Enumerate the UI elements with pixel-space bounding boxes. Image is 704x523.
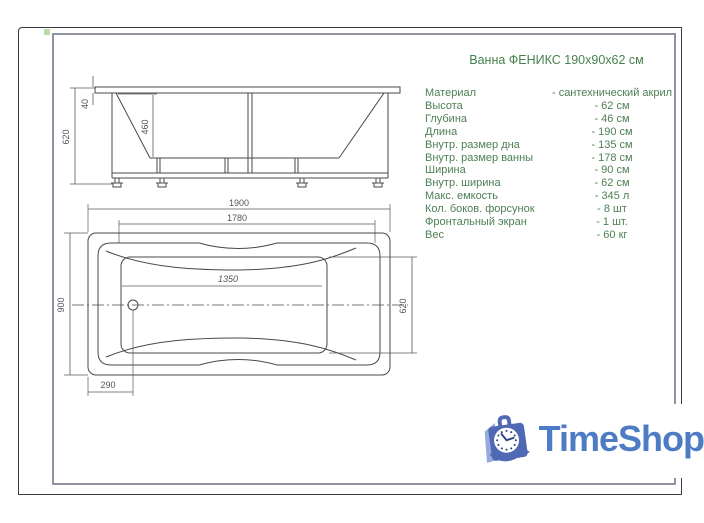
- spec-value: - 62 см: [594, 177, 630, 190]
- spec-label: Глубина: [425, 112, 468, 125]
- spec-row-material: [425, 87, 688, 100]
- spec-row-depth: [425, 113, 688, 126]
- spec-value: - 135 см: [591, 138, 633, 151]
- plan-bottom-contour: [106, 338, 356, 360]
- spec-value: - 1 шт.: [596, 216, 628, 229]
- spec-row-weight: [425, 229, 688, 242]
- product-title: Ванна ФЕНИКС 190х90х62 см: [469, 53, 644, 67]
- spec-label: Ширина: [425, 164, 466, 177]
- dim-plan-width: 900: [56, 297, 66, 313]
- spec-row-height: [425, 100, 688, 113]
- spec-label: Макс. емкость: [425, 190, 498, 203]
- spec-label: Длина: [425, 125, 458, 138]
- product-specs: [425, 53, 688, 242]
- spec-row-inner-width: [425, 177, 688, 190]
- spec-label: Внутр. размер ванны: [425, 151, 534, 164]
- spec-row-length: [425, 126, 688, 139]
- dim-side-depth: 460: [140, 119, 150, 135]
- spec-value: - 178 см: [591, 151, 633, 164]
- spec-value: - 60 кг: [596, 228, 628, 241]
- side-view: [61, 76, 400, 187]
- spec-row-jets: [425, 203, 688, 216]
- spec-value: - сантехнический акрил: [551, 87, 673, 99]
- spec-row-front-panel: [425, 216, 688, 229]
- spec-value: - 345 л: [594, 190, 630, 203]
- spec-label: Фронтальный экран: [425, 216, 527, 229]
- logo-text: TimeShop: [538, 418, 704, 459]
- dim-plan-inner-length: 1780: [226, 213, 248, 223]
- spec-row-capacity: [425, 190, 688, 203]
- dim-side-rim: 40: [80, 98, 90, 110]
- clock-shopping-bag-icon: [480, 405, 535, 477]
- timeshop-logo[interactable]: [480, 404, 704, 478]
- dim-plan-bottom-length: 1350: [217, 274, 239, 284]
- spec-label: Вес: [425, 228, 444, 241]
- spec-row-inner-size: [425, 152, 688, 165]
- dim-plan-length: 1900: [228, 198, 250, 208]
- spec-row-bottom-size: [425, 139, 688, 152]
- spec-label: Материал: [425, 87, 476, 99]
- spec-label: Кол. боков. форсунок: [425, 203, 535, 216]
- spec-value: - 8 шт: [597, 203, 627, 216]
- side-rim: [95, 87, 400, 93]
- spec-value: - 62 см: [594, 99, 630, 112]
- spec-value: - 46 см: [594, 112, 630, 125]
- spec-label: Внутр. размер дна: [425, 138, 520, 151]
- dim-plan-inner-width: 620: [398, 298, 408, 314]
- side-feet: [111, 178, 384, 187]
- spec-label: Высота: [425, 99, 463, 112]
- spec-row-width: [425, 164, 688, 177]
- spec-value: - 90 см: [594, 164, 630, 177]
- dim-drain-offset: 290: [100, 380, 116, 390]
- dim-side-height: 620: [61, 129, 71, 145]
- spec-label: Внутр. ширина: [425, 177, 501, 190]
- spec-value: - 190 см: [591, 125, 633, 138]
- plan-top-contour: [106, 248, 356, 270]
- side-right-slope: [339, 93, 384, 158]
- plan-view: [56, 198, 417, 396]
